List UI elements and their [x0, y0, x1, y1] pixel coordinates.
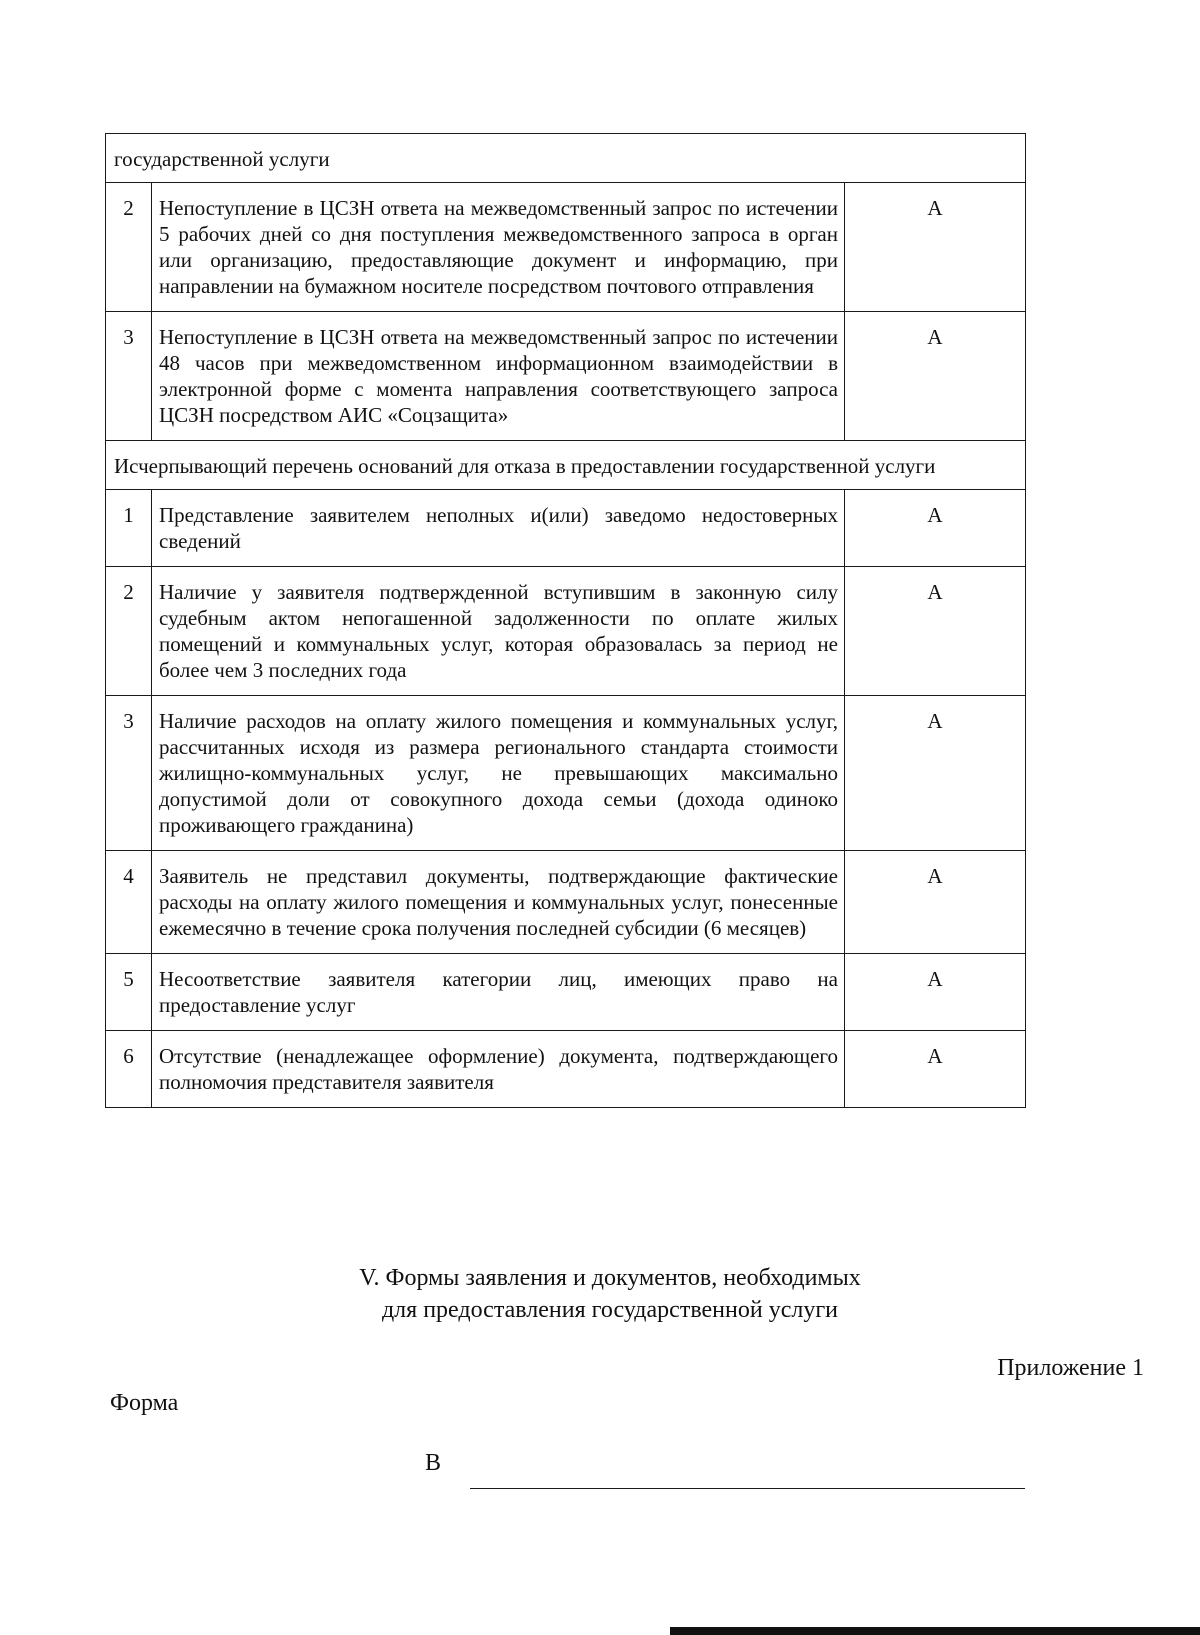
row-code: А	[845, 696, 1026, 851]
appendix-label: Приложение 1	[997, 1355, 1144, 1381]
table-row	[106, 851, 1026, 954]
requirements-table	[105, 133, 1026, 1108]
table-row	[106, 312, 1026, 441]
requirements-table-wrap	[105, 133, 1025, 1108]
form-label: Форма	[110, 1390, 179, 1416]
row-text: Наличие расходов на оплату жилого помещения и коммунальных услуг, рассчитанных исходя из размера регионального стандарта стоимости жилищно-коммунальных услуг, не превышающих максимально допустимой доли от совокупного дохода семьи (дохода одиноко проживающего гражданина)	[152, 696, 845, 851]
table-row-continuation	[106, 134, 1026, 183]
table-row	[106, 567, 1026, 696]
row-code: А	[845, 1031, 1026, 1108]
row-code: А	[845, 851, 1026, 954]
table-row	[106, 490, 1026, 567]
section-heading-line-1: V. Формы заявления и документов, необходимых	[359, 1265, 861, 1291]
scan-edge-band	[670, 1627, 1200, 1635]
row-code: А	[845, 490, 1026, 567]
addressee-label: В	[425, 1450, 442, 1476]
row-code: А	[845, 312, 1026, 441]
section-header-cell: Исчерпывающий перечень оснований для отказа в предоставлении государственной услуги	[106, 441, 1026, 490]
row-number: 3	[106, 312, 152, 441]
row-number: 5	[106, 954, 152, 1031]
table-row	[106, 954, 1026, 1031]
row-number: 2	[106, 567, 152, 696]
row-number: 1	[106, 490, 152, 567]
row-number: 4	[106, 851, 152, 954]
row-text: Представление заявителем неполных и(или) заведомо недостоверных сведений	[152, 490, 845, 567]
section-heading-line-2: для предоставления государственной услуги	[381, 1297, 839, 1323]
row-number: 3	[106, 696, 152, 851]
section-heading	[250, 1262, 970, 1326]
row-number: 2	[106, 183, 152, 312]
table-row	[106, 696, 1026, 851]
row-text: Наличие у заявителя подтвержденной вступившим в законную силу судебным актом непогашенной задолженности по оплате жилых помещений и коммунальных услуг, которая образовалась за период не более чем 3 последних года	[152, 567, 845, 696]
row-text: Заявитель не представил документы, подтверждающие фактические расходы на оплату жилого помещения и коммунальных услуг, понесенные ежемесячно в течение срока получения последней субсидии (6 месяцев)	[152, 851, 845, 954]
row-text: Несоответствие заявителя категории лиц, имеющих право на предоставление услуг	[152, 954, 845, 1031]
row-number: 6	[106, 1031, 152, 1108]
continuation-cell: государственной услуги	[106, 134, 1026, 183]
table-row	[106, 1031, 1026, 1108]
row-code: А	[845, 183, 1026, 312]
table-row-section-header	[106, 441, 1026, 490]
table-row	[106, 183, 1026, 312]
row-code: А	[845, 567, 1026, 696]
row-text: Непоступление в ЦСЗН ответа на межведомственный запрос по истечении 5 рабочих дней со дня поступления межведомственного запроса в орган или организацию, предоставляющие документ и информацию, при направлении на бумажном носителе посредством почтового отправления	[152, 183, 845, 312]
addressee-blank-line	[470, 1488, 1025, 1489]
row-code: А	[845, 954, 1026, 1031]
row-text: Непоступление в ЦСЗН ответа на межведомственный запрос по истечении 48 часов при межведомственном информационном взаимодействии в электронной форме с момента направления соответствующего запроса ЦСЗН посредством АИС «Соцзащита»	[152, 312, 845, 441]
row-text: Отсутствие (ненадлежащее оформление) документа, подтверждающего полномочия представителя заявителя	[152, 1031, 845, 1108]
